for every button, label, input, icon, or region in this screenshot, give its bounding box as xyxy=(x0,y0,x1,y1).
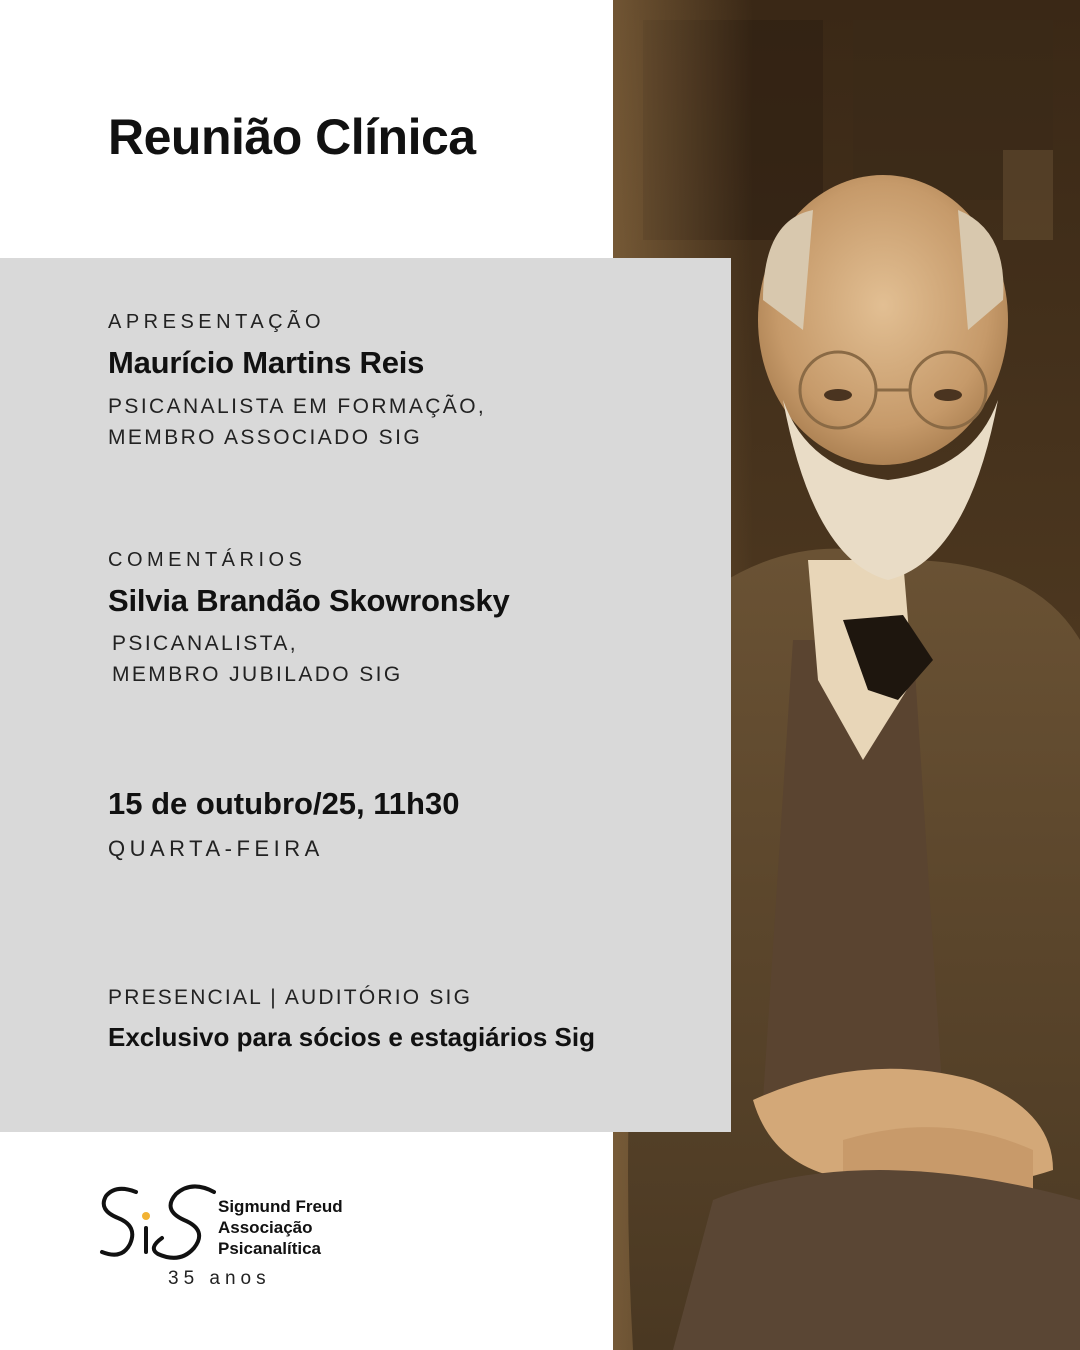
presenter-name: Maurício Martins Reis xyxy=(108,345,425,380)
comments-label: COMENTÁRIOS xyxy=(108,549,307,571)
event-date: 15 de outubro/25, 11h30 xyxy=(108,786,460,821)
commentator-name: Silvia Brandão Skowronsky xyxy=(108,583,510,618)
event-venue: PRESENCIAL | AUDITÓRIO SIG xyxy=(108,986,473,1009)
presenter-role xyxy=(108,391,486,453)
anniversary-text: 35 anos xyxy=(168,1268,271,1289)
presenter-role-line1: PSICANALISTA EM FORMAÇÃO, xyxy=(108,395,487,418)
logo-line2: Associação xyxy=(218,1218,313,1237)
sig-logo xyxy=(96,1178,396,1298)
sig-monogram-icon xyxy=(96,1178,216,1266)
commentator-role-line2: MEMBRO JUBILADO SIG xyxy=(112,663,403,686)
presenter-role-line2: MEMBRO ASSOCIADO SIG xyxy=(108,426,423,449)
commentator-role-line1: PSICANALISTA, xyxy=(112,632,299,655)
event-audience: Exclusivo para sócios e estagiários Sig xyxy=(108,1022,595,1052)
commentator-role xyxy=(112,628,403,690)
logo-line1: Sigmund Freud xyxy=(218,1197,343,1216)
page-title: Reunião Clínica xyxy=(108,109,476,165)
event-weekday: QUARTA-FEIRA xyxy=(108,836,324,861)
presentation-label: APRESENTAÇÃO xyxy=(108,311,325,333)
logo-line3: Psicanalítica xyxy=(218,1239,322,1258)
logo-wordmark xyxy=(218,1196,343,1259)
